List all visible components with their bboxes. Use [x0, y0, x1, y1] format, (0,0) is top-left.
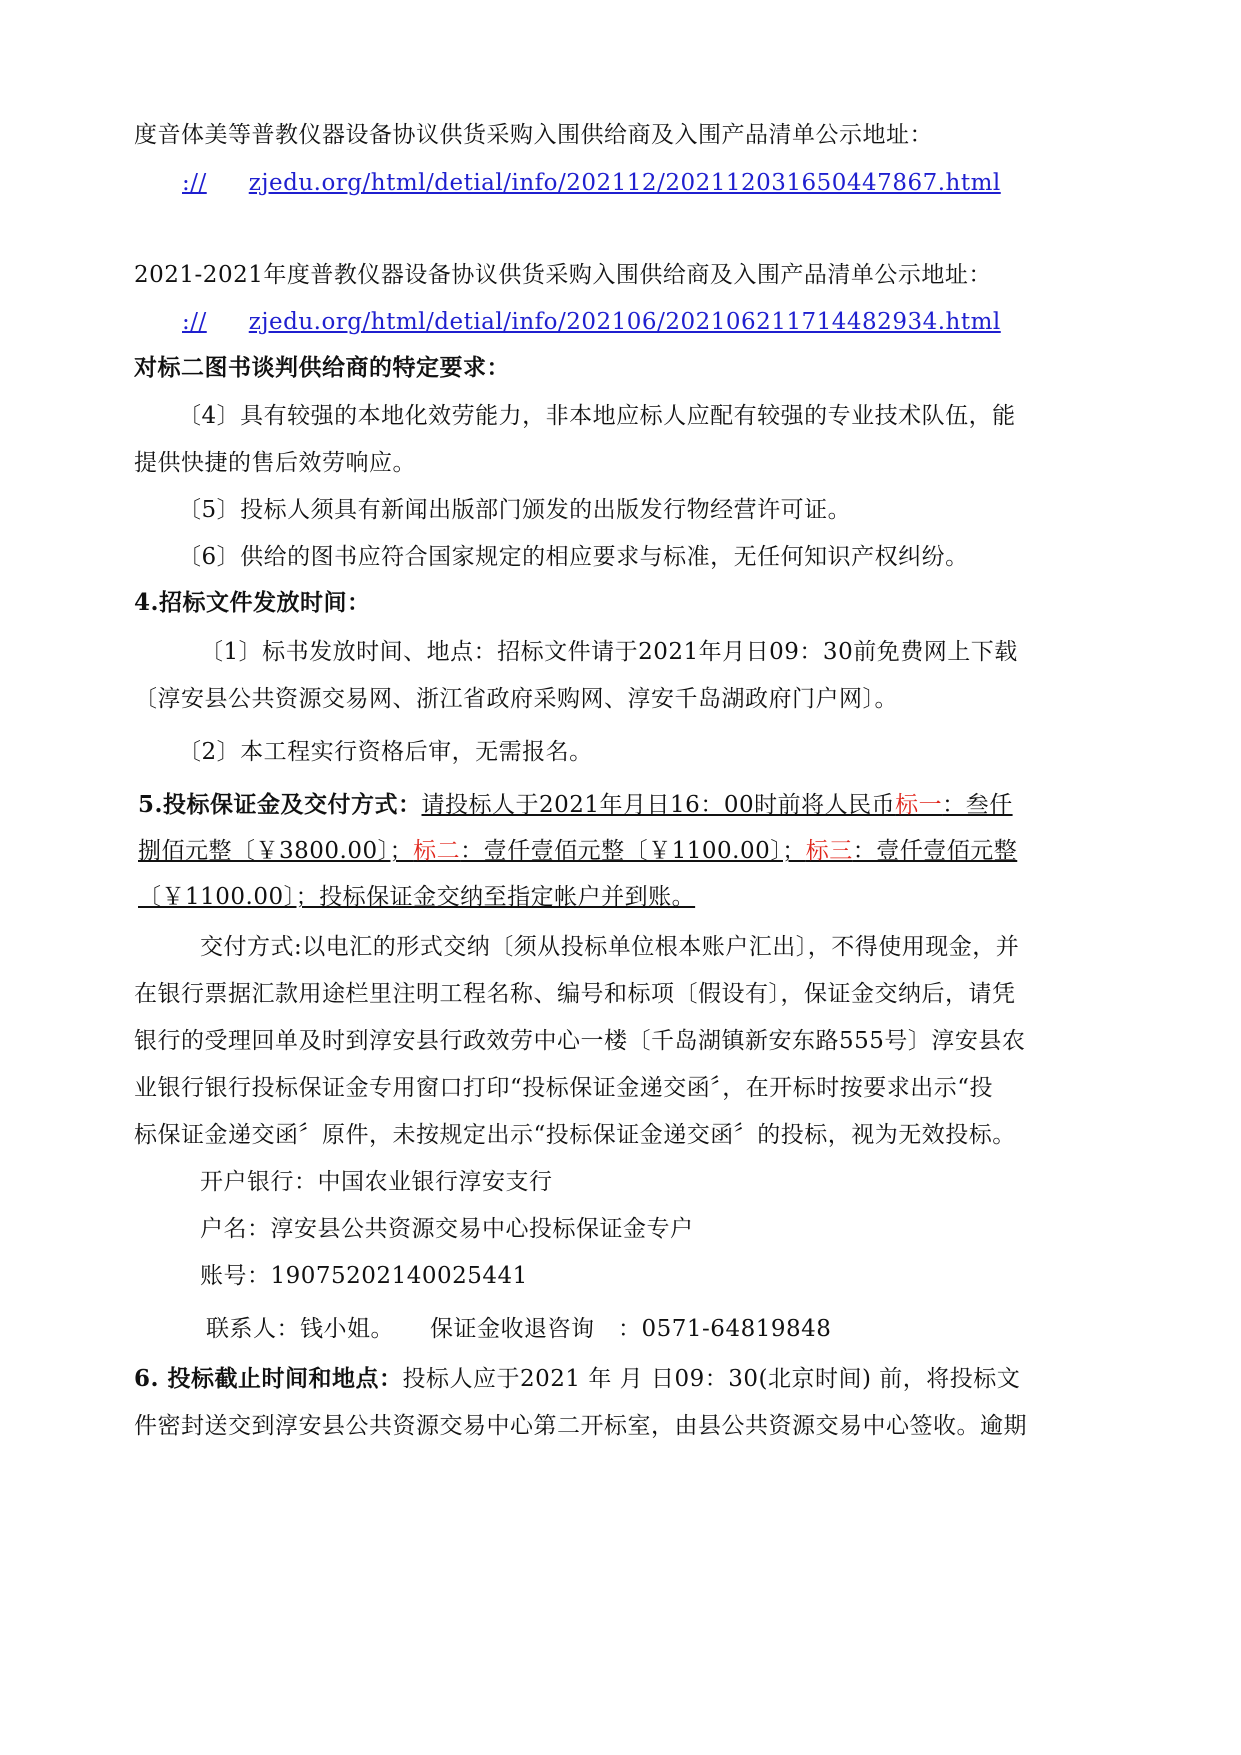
notice-link-2021-12[interactable] — [134, 168, 1001, 198]
link-protocol: :// — [182, 170, 207, 196]
section-4-item1-line1: 〔1〕标书发放时间、地点：招标文件请于2021年月日09：30前免费网上下载 — [200, 639, 1018, 665]
requirement-4-line2: 提供快捷的售后效劳响应。 — [134, 450, 416, 476]
section-5-line1 — [138, 790, 1013, 820]
section-4-item2: 〔2〕本工程实行资格后审，无需报名。 — [178, 739, 593, 765]
deposit-consult-phone: 保证金收退咨询 ：0571-64819848 — [430, 1316, 832, 1342]
payment-line4: 业银行银行投标保证金专用窗口打印“投标保证金递交函〞，在开标时按要求出示“投 — [134, 1075, 994, 1101]
contact-person: 联系人：钱小姐。 — [206, 1316, 394, 1342]
account-name: 户名：淳安县公共资源交易中心投标保证金专户 — [200, 1216, 694, 1242]
section-6-line2: 件密封送交到淳安县公共资源交易中心第二开标室，由县公共资源交易中心签收。逾期 — [134, 1413, 1027, 1439]
section-4-item1-line2: 〔淳安县公共资源交易网、浙江省政府采购网、淳安千岛湖政府门户网〕。 — [134, 686, 898, 712]
notice-link-2021-06[interactable] — [134, 307, 1001, 337]
paragraph-line: 度音体美等普教仪器设备协议供货采购入围供给商及入围产品清单公示地址： — [134, 122, 933, 148]
lot1-label: 标一 — [895, 792, 943, 818]
deposit-text: 请投标人于2021年月日16：00时前将人民币标一：叁仟 — [421, 792, 1013, 818]
link-protocol: :// — [182, 309, 207, 335]
requirement-5: 〔5〕投标人须具有新闻出版部门颁发的出版发行物经营许可证。 — [178, 497, 852, 523]
requirement-6: 〔6〕供给的图书应符合国家规定的相应要求与标准，无任何知识产权纠纷。 — [178, 544, 969, 570]
bank-name: 开户银行：中国农业银行淳安支行 — [200, 1169, 553, 1195]
payment-line2: 在银行票据汇款用途栏里注明工程名称、编号和标项〔假设有〕，保证金交纳后，请凭 — [134, 981, 1016, 1007]
section-5-heading: 5.投标保证金及交付方式： — [138, 791, 422, 818]
lot3-label: 标三 — [805, 838, 853, 864]
section-6-line1: 6. 投标截止时间和地点：投标人应于2021 年 月 日09：30(北京时间) 前，将投标文 — [134, 1365, 1021, 1392]
section-6-heading: 6. 投标截止时间和地点： — [134, 1365, 403, 1392]
paragraph-line: 2021-2021年度普教仪器设备协议供货采购入围供给商及入围产品清单公示地址： — [134, 262, 992, 288]
link-path: zjedu.org/html/detial/info/202112/202112031650447867.html — [248, 170, 1001, 196]
link-path: zjedu.org/html/detial/info/202106/202106211714482934.html — [248, 309, 1001, 335]
account-number: 账号：19075202140025441 — [200, 1263, 528, 1289]
requirement-4-line1: 〔4〕具有较强的本地化效劳能力，非本地应标人应配有较强的专业技术队伍，能 — [178, 403, 1016, 429]
section-5-line2: 捌佰元整〔￥3800.00〕；标二：壹仟壹佰元整〔￥1100.00〕；标三：壹仟壹佰元整 — [138, 838, 1018, 864]
lot2-requirements-heading: 对标二图书谈判供给商的特定要求： — [134, 354, 510, 381]
section-5-line3: 〔￥1100.00〕；投标保证金交纳至指定帐户并到账。 — [138, 884, 696, 910]
lot2-label: 标二 — [413, 838, 461, 864]
payment-line5: 标保证金递交函〞原件，未按规定出示“投标保证金递交函〞的投标，视为无效投标。 — [134, 1122, 1016, 1148]
section-4-heading: 4.招标文件发放时间： — [134, 589, 371, 616]
payment-line1: 交付方式:以电汇的形式交纳〔须从投标单位根本账户汇出〕，不得使用现金，并 — [200, 934, 1020, 960]
payment-line3: 银行的受理回单及时到淳安县行政效劳中心一楼〔千岛湖镇新安东路555号〕淳安县农 — [134, 1028, 1026, 1054]
